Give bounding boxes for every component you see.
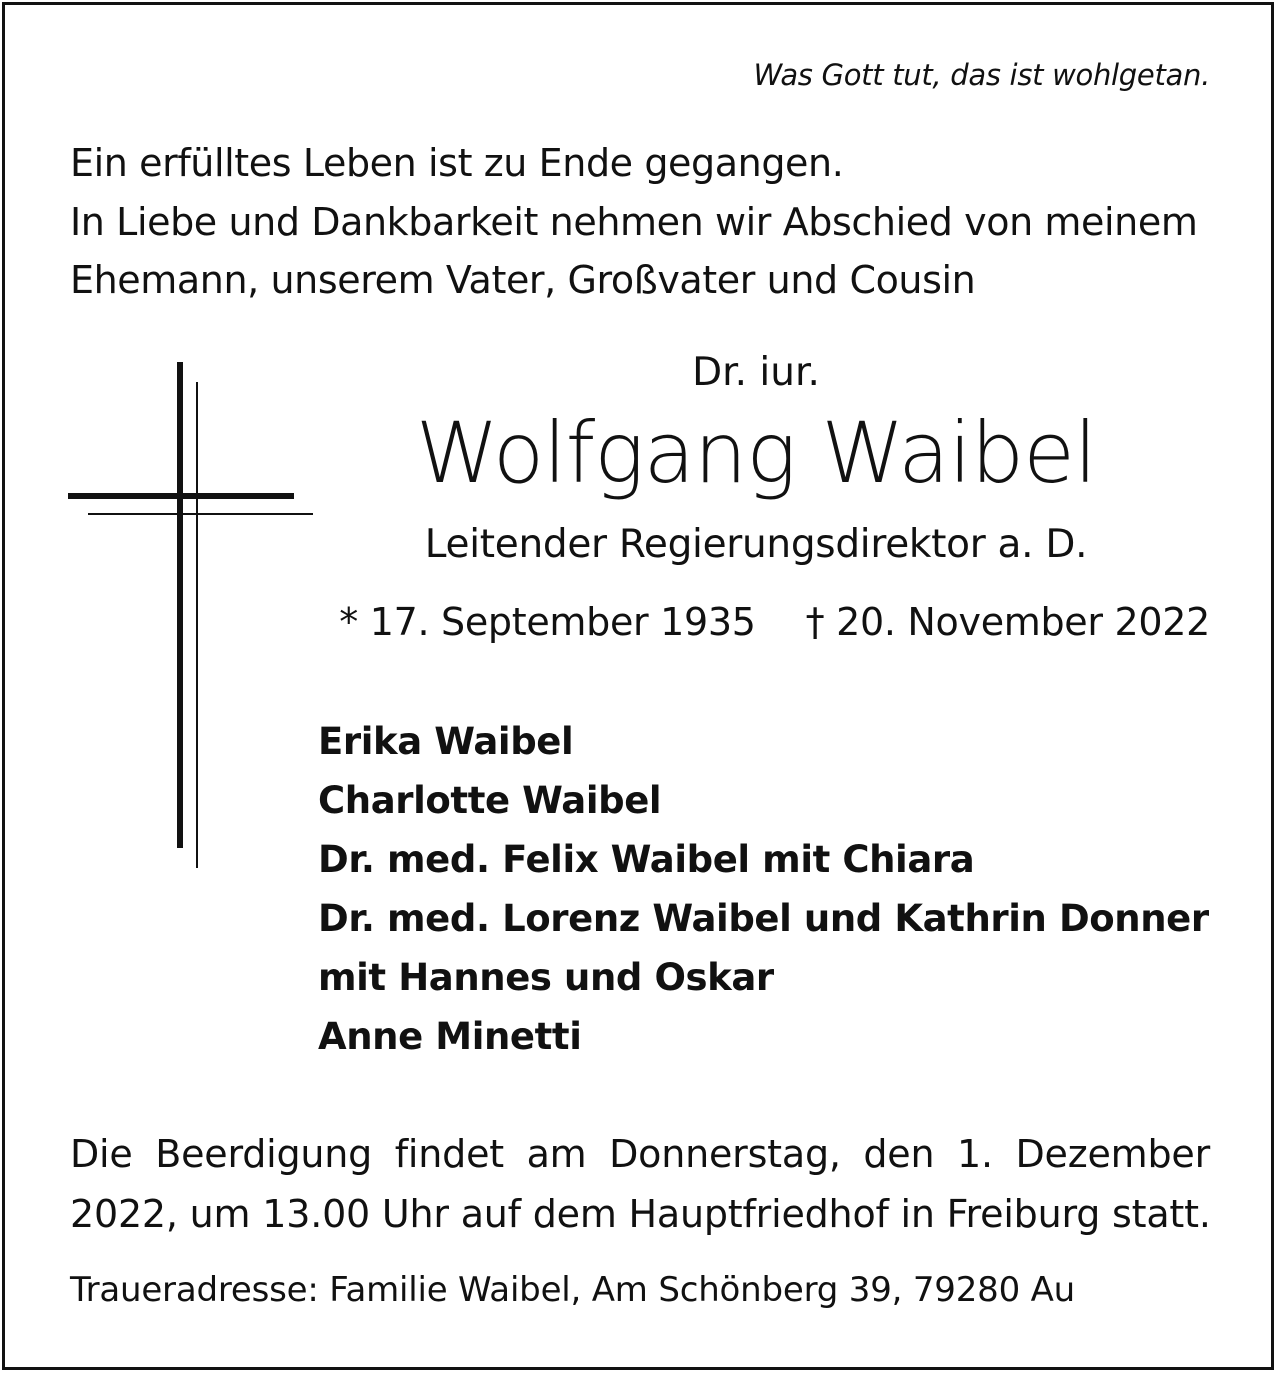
academic-title: Dr. iur. [692, 350, 820, 395]
funeral-info [70, 1124, 1210, 1244]
mourner-item: Charlotte Waibel [318, 779, 662, 822]
death-date: † 20. November 2022 [805, 600, 1210, 644]
cross-horizontal-thin [88, 513, 313, 515]
intro-text [70, 134, 1215, 310]
mourner-item: Dr. med. Felix Waibel mit Chiara [318, 838, 975, 881]
mourner-item: Erika Waibel [318, 720, 574, 763]
mourner-item: mit Hannes und Oskar [318, 956, 774, 999]
mourning-address: Traueradresse: Familie Waibel, Am Schönberg 39, 79280 Au [70, 1270, 1076, 1310]
deceased-name: Wolfgang Waibel [415, 404, 1097, 502]
funeral-line: 2022, um 13.00 Uhr auf dem Hauptfriedhof in Freiburg statt. [70, 1192, 1211, 1236]
profession: Leitender Regierungsdirektor a. D. [424, 522, 1088, 567]
mourner-item: Anne Minetti [318, 1015, 582, 1058]
mourners-list [318, 712, 1209, 1066]
intro-line: Ein erfülltes Leben ist zu Ende gegangen. [70, 141, 844, 185]
birth-date: * 17. September 1935 [339, 600, 756, 644]
funeral-line: Die Beerdigung findet am Donnerstag, den 1. Dezember [70, 1132, 1210, 1176]
intro-line: Ehemann, unserem Vater, Großvater und Cousin [70, 258, 976, 302]
cross-icon [68, 362, 313, 868]
cross-vertical-thin [196, 382, 198, 868]
cross-horizontal-thick [68, 493, 294, 499]
life-dates [339, 600, 1210, 644]
intro-line: In Liebe und Dankbarkeit nehmen wir Abschied von meinem [70, 199, 1198, 244]
motto: Was Gott tut, das ist wohlgetan. [753, 58, 1210, 92]
mourner-item: Dr. med. Lorenz Waibel und Kathrin Donner [318, 897, 1209, 940]
cross-vertical-thick [177, 362, 183, 848]
